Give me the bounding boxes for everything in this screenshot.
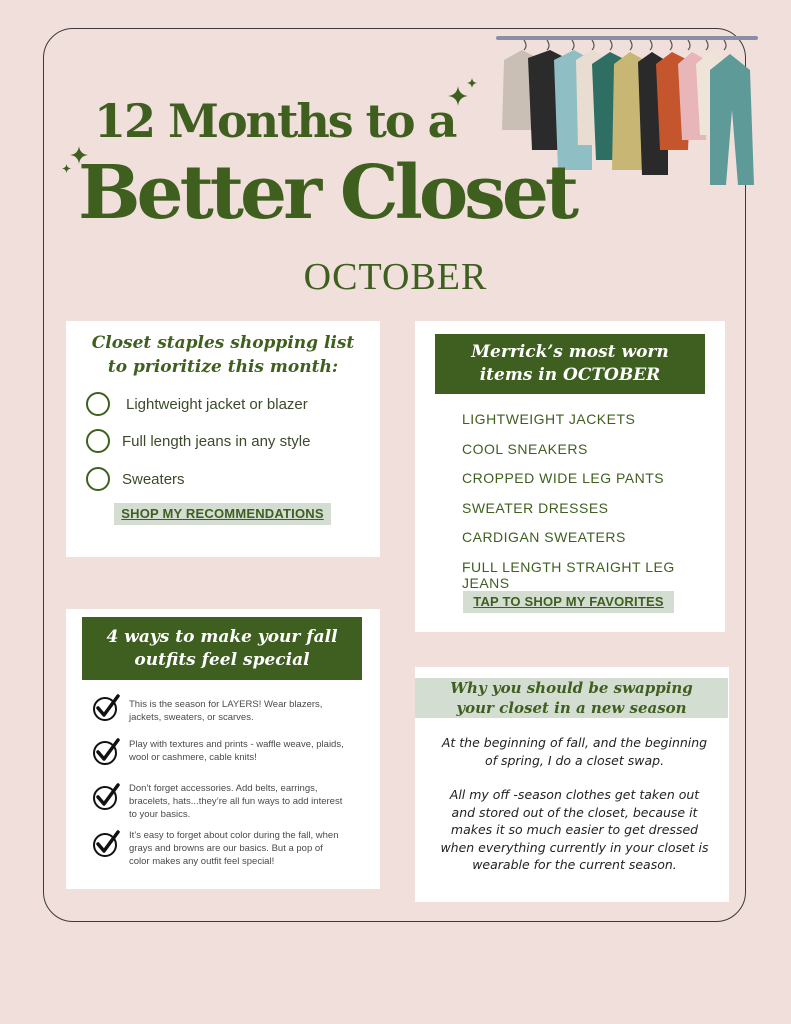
sparkle-icon <box>62 164 71 173</box>
staples-item[interactable]: Sweaters <box>86 467 185 491</box>
swap-paragraph-2: All my off -season clothes get taken out and stored out of the closet, because it makes it so much easier to get dressed when everything currently in your closet is wearable for the current season. <box>440 787 709 872</box>
staples-card <box>66 321 380 557</box>
most-worn-heading: Merrick’s most worn items in OCTOBER <box>435 334 705 394</box>
worn-item: FULL LENGTH STRAIGHT LEG JEANS <box>462 559 675 591</box>
worn-item: COOL SNEAKERS <box>462 441 588 457</box>
staples-item[interactable]: Lightweight jacket or blazer <box>86 392 308 416</box>
circle-checkbox-icon[interactable] <box>86 429 110 453</box>
worn-item: CROPPED WIDE LEG PANTS <box>462 470 665 486</box>
checkmark-icon <box>92 829 122 859</box>
checkmark-icon <box>92 737 122 767</box>
swap-card <box>415 667 729 902</box>
month-heading: OCTOBER <box>303 256 488 298</box>
worn-item: LIGHTWEIGHT JACKETS <box>462 411 636 427</box>
title-line-1: 12 Months to a <box>94 94 456 148</box>
swap-heading: Why you should be swapping your closet in a new season <box>415 678 728 718</box>
circle-checkbox-icon[interactable] <box>86 392 110 416</box>
title-line-2: Better Closet <box>78 150 576 236</box>
checkmark-icon <box>92 782 122 812</box>
sparkle-icon <box>467 78 477 88</box>
shop-recommendations-button[interactable]: SHOP MY RECOMMENDATIONS <box>114 503 331 525</box>
worn-item: SWEATER DRESSES <box>462 500 609 516</box>
most-worn-card <box>415 321 725 632</box>
staples-item[interactable]: Full length jeans in any style <box>86 429 310 453</box>
swap-paragraph-1: At the beginning of fall, and the beginning of spring, I do a closet swap. <box>441 735 708 768</box>
checkmark-icon <box>92 693 122 723</box>
worn-item: CARDIGAN SWEATERS <box>462 529 626 545</box>
circle-checkbox-icon[interactable] <box>86 467 110 491</box>
shop-favorites-button[interactable]: TAP TO SHOP MY FAVORITES <box>463 591 674 613</box>
ways-card: 4 ways to make your fall outfits feel special This is the season for LAYERS! Wear blazers, jackets, sweaters, or scarves. Play with textures and prints - waffle weave, plaids, wool or cashmere, cable knits! Don’t forget accessories. Add belts, earrings, bracelets, hats...they’re all fun ways to add interest to your basics. It’s easy to forget about color during the fall, when grays and browns are our basics. But a pop of color makes any outfit feel special! <box>66 609 380 889</box>
ways-heading: 4 ways to make your fall outfits feel special <box>82 617 362 680</box>
staples-heading: Closet staples shopping list to prioritize this month: <box>91 333 355 377</box>
